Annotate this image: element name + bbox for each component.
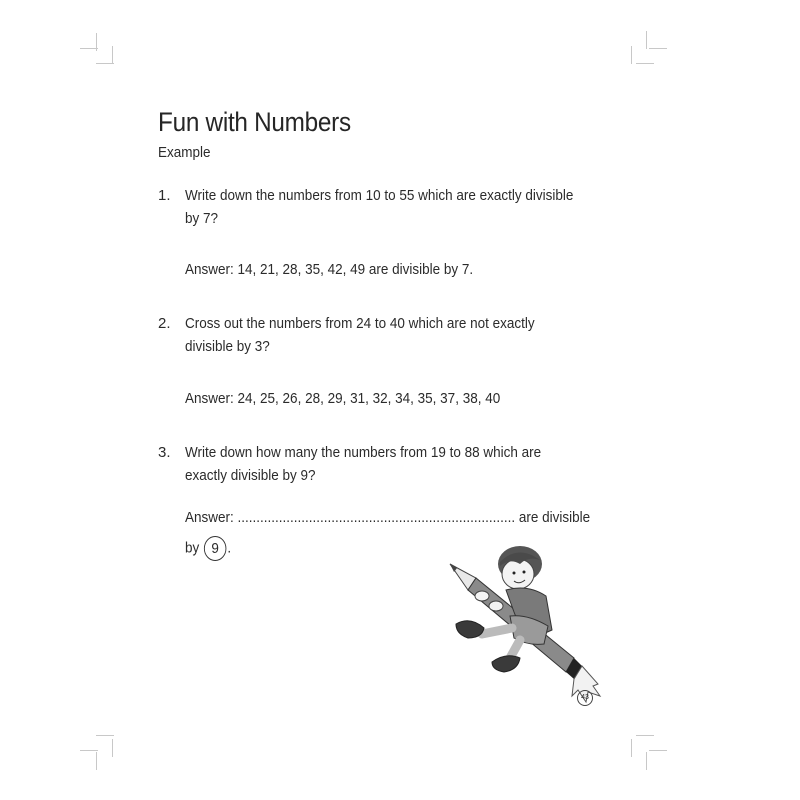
- question-text-line: by 7?: [185, 210, 219, 227]
- answer-3-line-1: [185, 509, 590, 526]
- question-number: 2.: [158, 315, 171, 332]
- circled-number: 9: [204, 536, 227, 561]
- answer-1: Answer: 14, 21, 28, 35, 42, 49 are divisible by 7.: [185, 261, 474, 278]
- page-number: 43: [577, 690, 593, 706]
- page-title: Fun with Numbers: [158, 107, 351, 138]
- question-text-line: Cross out the numbers from 24 to 40 which are not exactly: [185, 315, 535, 332]
- answer-line2-suffix: .: [227, 539, 232, 557]
- answer-prefix: Answer:: [185, 509, 238, 526]
- question-text-line: Write down how many the numbers from 19 to 88 which are: [185, 444, 542, 461]
- answer-blank[interactable]: ..........................................................................: [237, 509, 516, 526]
- question-number: 3.: [158, 444, 171, 461]
- answer-line2-prefix: by: [185, 539, 204, 557]
- question-text-line: divisible by 3?: [185, 338, 270, 355]
- question-text-line: exactly divisible by 9?: [185, 467, 316, 484]
- example-label: Example: [158, 144, 211, 161]
- answer-2: Answer: 24, 25, 26, 28, 29, 31, 32, 34, 35, 37, 38, 40: [185, 390, 501, 407]
- question-number: 1.: [158, 187, 171, 204]
- question-text-line: Write down the numbers from 10 to 55 which are exactly divisible: [185, 187, 574, 204]
- answer-3-line-2: [185, 536, 231, 561]
- boy-on-pencil-illustration: [448, 534, 608, 704]
- answer-suffix: are divisible: [515, 509, 591, 526]
